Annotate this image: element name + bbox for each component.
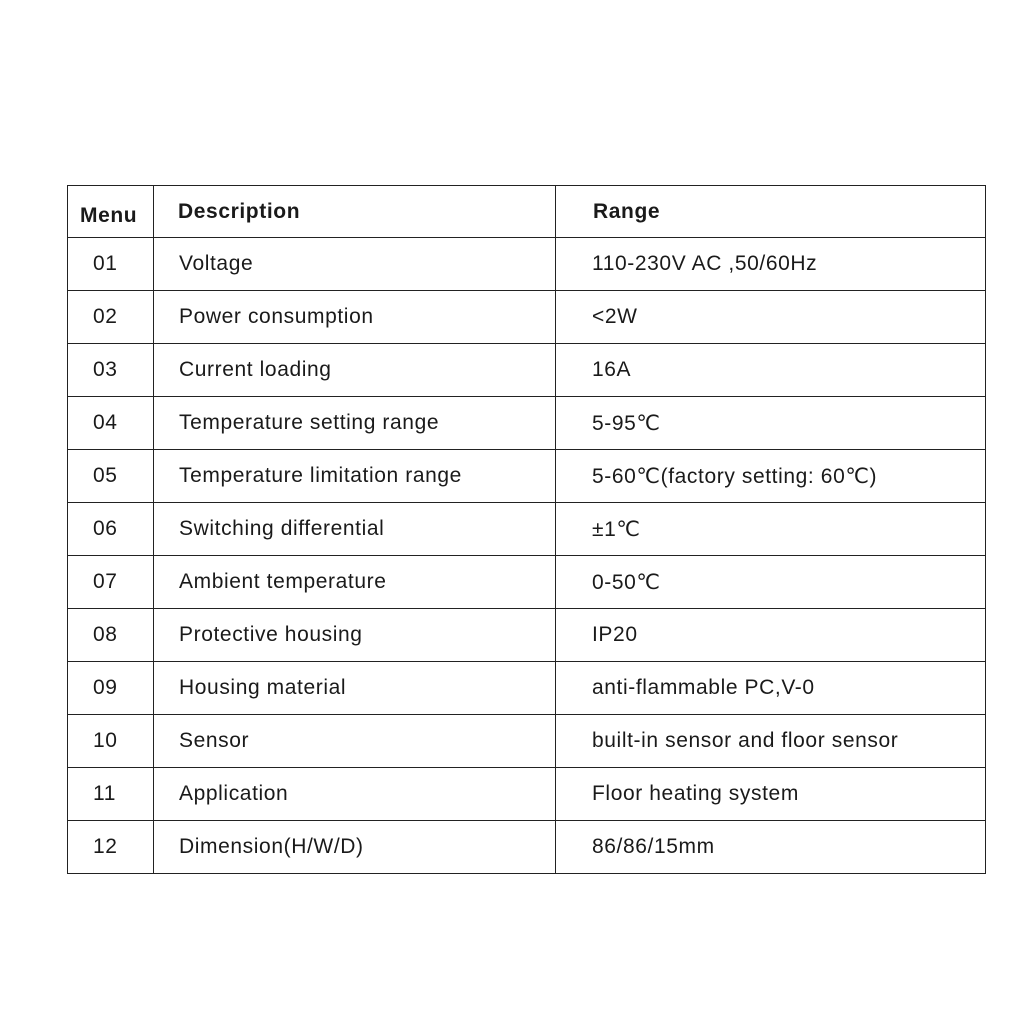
table-row bbox=[68, 344, 986, 397]
description-cell: Housing material bbox=[154, 662, 556, 715]
table-row bbox=[68, 291, 986, 344]
range-cell: 5-60℃(factory setting: 60℃) bbox=[556, 450, 986, 503]
menu-number-cell: 03 bbox=[68, 344, 154, 397]
menu-number-cell: 04 bbox=[68, 397, 154, 450]
description-column-header: Description bbox=[154, 186, 556, 238]
table-row bbox=[68, 397, 986, 450]
table-row bbox=[68, 503, 986, 556]
description-cell: Power consumption bbox=[154, 291, 556, 344]
description-cell: Sensor bbox=[154, 715, 556, 768]
menu-column-header: Menu bbox=[68, 186, 154, 238]
table-row bbox=[68, 556, 986, 609]
table-row bbox=[68, 768, 986, 821]
menu-number-cell: 08 bbox=[68, 609, 154, 662]
specification-table bbox=[67, 185, 986, 874]
range-cell: <2W bbox=[556, 291, 986, 344]
menu-number-cell: 12 bbox=[68, 821, 154, 874]
menu-number-cell: 01 bbox=[68, 238, 154, 291]
description-cell: Temperature setting range bbox=[154, 397, 556, 450]
menu-number-cell: 05 bbox=[68, 450, 154, 503]
description-cell: Application bbox=[154, 768, 556, 821]
description-cell: Switching differential bbox=[154, 503, 556, 556]
range-cell: ±1℃ bbox=[556, 503, 986, 556]
range-cell: anti-flammable PC,V-0 bbox=[556, 662, 986, 715]
range-cell: 86/86/15mm bbox=[556, 821, 986, 874]
description-cell: Dimension(H/W/D) bbox=[154, 821, 556, 874]
menu-number-cell: 06 bbox=[68, 503, 154, 556]
menu-number-cell: 02 bbox=[68, 291, 154, 344]
table-row bbox=[68, 662, 986, 715]
table-row bbox=[68, 609, 986, 662]
table-header bbox=[68, 186, 986, 238]
description-cell: Ambient temperature bbox=[154, 556, 556, 609]
menu-number-cell: 11 bbox=[68, 768, 154, 821]
table-body bbox=[68, 238, 986, 874]
description-cell: Protective housing bbox=[154, 609, 556, 662]
description-cell: Current loading bbox=[154, 344, 556, 397]
range-cell: 16A bbox=[556, 344, 986, 397]
description-cell: Temperature limitation range bbox=[154, 450, 556, 503]
table-row bbox=[68, 450, 986, 503]
menu-number-cell: 10 bbox=[68, 715, 154, 768]
range-column-header: Range bbox=[556, 186, 986, 238]
range-cell: built-in sensor and floor sensor bbox=[556, 715, 986, 768]
range-cell: IP20 bbox=[556, 609, 986, 662]
range-cell: 110-230V AC ,50/60Hz bbox=[556, 238, 986, 291]
table-row bbox=[68, 238, 986, 291]
range-cell: 0-50℃ bbox=[556, 556, 986, 609]
description-cell: Voltage bbox=[154, 238, 556, 291]
range-cell: 5-95℃ bbox=[556, 397, 986, 450]
range-cell: Floor heating system bbox=[556, 768, 986, 821]
table-row bbox=[68, 715, 986, 768]
menu-number-cell: 09 bbox=[68, 662, 154, 715]
table-row bbox=[68, 821, 986, 874]
header-row bbox=[68, 186, 986, 238]
menu-number-cell: 07 bbox=[68, 556, 154, 609]
